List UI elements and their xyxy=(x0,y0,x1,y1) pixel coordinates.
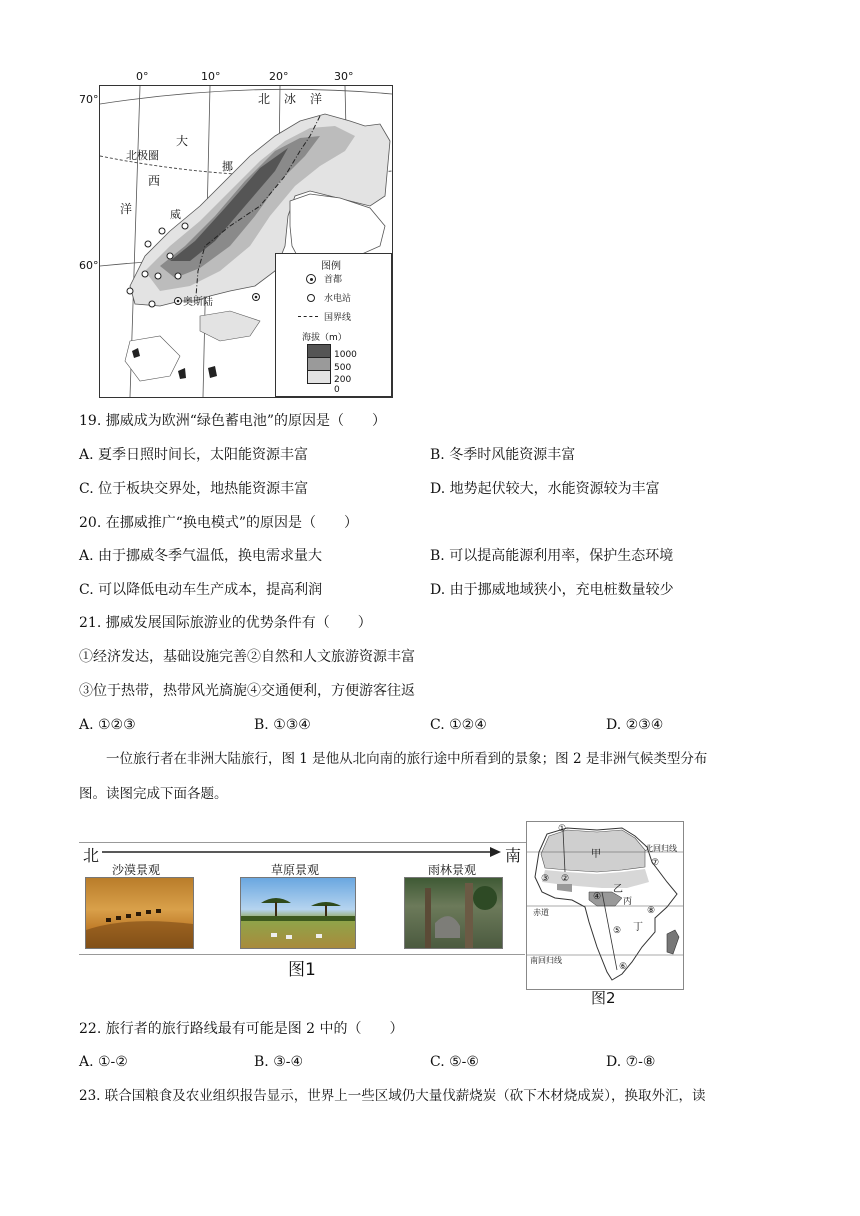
region-jia-label: 甲 xyxy=(591,849,601,860)
region-bing-label: 丙 xyxy=(623,897,633,907)
figure1-caption: 图1 xyxy=(288,960,316,980)
norway-char-1: 挪 xyxy=(222,160,233,173)
q21-option-c: C. ①②④ xyxy=(430,717,487,733)
capital-symbol-icon xyxy=(306,274,316,284)
marker-6: ⑥ xyxy=(619,962,628,972)
marker-5: ⑤ xyxy=(613,926,622,936)
q19-stem: 19. 挪威成为欧洲“绿色蓄电池”的原因是（ ） xyxy=(79,413,387,429)
direction-arrow xyxy=(102,846,502,858)
oslo-label: 奥斯陆 xyxy=(183,297,213,308)
figure2-caption: 图2 xyxy=(591,989,616,1007)
lat-70-label: 70° xyxy=(79,93,99,106)
lon-0-label: 0° xyxy=(136,70,149,83)
q19-option-d: D. 地势起伏较大，水能资源较为丰富 xyxy=(430,481,660,497)
legend-border-label: 国界线 xyxy=(324,313,352,323)
lon-20-label: 20° xyxy=(269,70,289,83)
q20-option-b: B. 可以提高能源利用率，保护生态环境 xyxy=(430,548,674,564)
q22-option-d: D. ⑦-⑧ xyxy=(606,1054,656,1070)
legend-elevation-title: 海拔（m） xyxy=(302,333,347,343)
q22-option-b: B. ③-④ xyxy=(254,1054,304,1070)
elevation-0-label: 0 xyxy=(334,385,340,395)
marker-8: ⑧ xyxy=(647,906,656,916)
q21-statement-line2: ③位于热带，热带风光旖旎④交通便利，方便游客往返 xyxy=(79,683,415,699)
arctic-ocean-char-1: 北 xyxy=(258,92,271,106)
q20-option-d: D. 由于挪威地域狭小，充电桩数量较少 xyxy=(430,582,674,598)
marker-7: ⑦ xyxy=(651,858,660,868)
elevation-swatch-low xyxy=(307,370,331,384)
q22-stem: 22. 旅行者的旅行路线最有可能是图 2 中的（ ） xyxy=(79,1021,404,1037)
legend-hydro-label: 水电站 xyxy=(324,294,352,304)
q21-option-d: D. ②③④ xyxy=(606,717,664,733)
rainforest-label: 雨林景观 xyxy=(428,863,477,877)
map-legend xyxy=(275,253,392,397)
q22-option-c: C. ⑤-⑥ xyxy=(430,1054,479,1070)
elevation-swatch-mid xyxy=(307,357,331,371)
desert-label: 沙漠景观 xyxy=(112,863,161,877)
atlantic-char-2: 西 xyxy=(148,174,161,188)
q21-option-a: A. ①②③ xyxy=(79,717,136,733)
marker-4: ④ xyxy=(593,892,602,902)
marker-2: ② xyxy=(561,874,570,884)
q19-option-b: B. 冬季时风能资源丰富 xyxy=(430,447,576,463)
elevation-1000-label: 1000 xyxy=(334,350,357,360)
elevation-500-label: 500 xyxy=(334,363,352,373)
marker-3: ③ xyxy=(541,874,550,884)
lon-30-label: 30° xyxy=(334,70,354,83)
q21-option-b: B. ①③④ xyxy=(254,717,311,733)
rainforest-photo xyxy=(404,877,503,949)
grassland-label: 草原景观 xyxy=(271,863,320,877)
region-yi-label: 乙 xyxy=(613,884,623,895)
lon-10-label: 10° xyxy=(201,70,221,83)
marker-1: ① xyxy=(558,824,567,834)
q19-option-c: C. 位于板块交界处，地热能资源丰富 xyxy=(79,481,309,497)
q20-option-a: A. 由于挪威冬季气温低，换电需求量大 xyxy=(79,548,323,564)
legend-capital-label: 首都 xyxy=(324,275,343,285)
region-ding-label: 丁 xyxy=(633,922,643,933)
lat-60-label: 60° xyxy=(79,259,99,272)
q23-stem: 23. 联合国粮食及农业组织报告显示，世界上一些区域仍大量伐薪烧炭（砍下木材烧成炭），换取外汇，读 xyxy=(79,1088,706,1104)
q20-stem: 20. 在挪威推广“换电模式”的原因是（ ） xyxy=(79,515,359,531)
border-symbol-icon xyxy=(298,316,318,317)
q20-option-c: C. 可以降低电动车生产成本，提高利润 xyxy=(79,582,323,598)
north-label: 北 xyxy=(83,846,100,865)
desert-photo xyxy=(85,877,194,949)
equator-label: 赤道 xyxy=(533,908,549,917)
atlantic-char-3: 洋 xyxy=(120,202,133,216)
q21-statement-line1: ①经济发达，基础设施完善②自然和人文旅游资源丰富 xyxy=(79,649,415,665)
norway-char-2: 威 xyxy=(170,208,181,221)
arctic-circle-label: 北极圈 xyxy=(126,149,159,162)
grassland-photo xyxy=(240,877,356,949)
south-label: 南 xyxy=(505,846,522,865)
legend-title: 图例 xyxy=(321,261,341,272)
elevation-200-label: 200 xyxy=(334,375,352,385)
intro-line2: 图。读图完成下面各题。 xyxy=(79,786,228,802)
arctic-ocean-char-3: 洋 xyxy=(310,92,323,106)
africa-map-frame xyxy=(526,821,684,990)
atlantic-char-1: 大 xyxy=(176,134,189,148)
tropic-south-label: 南回归线 xyxy=(530,956,562,965)
q22-option-a: A. ①-② xyxy=(79,1054,128,1070)
q19-option-a: A. 夏季日照时间长，太阳能资源丰富 xyxy=(79,447,309,463)
tropic-north-label: 北回归线 xyxy=(645,844,677,853)
elevation-swatch-high xyxy=(307,344,331,358)
intro-line1: 一位旅行者在非洲大陆旅行，图 1 是他从北向南的旅行途中所看到的景象；图 2 是非洲气候类型分布 xyxy=(106,751,708,767)
q21-stem: 21. 挪威发展国际旅游业的优势条件有（ ） xyxy=(79,615,372,631)
hydro-symbol-icon xyxy=(307,294,315,302)
arctic-ocean-char-2: 冰 xyxy=(284,92,297,106)
